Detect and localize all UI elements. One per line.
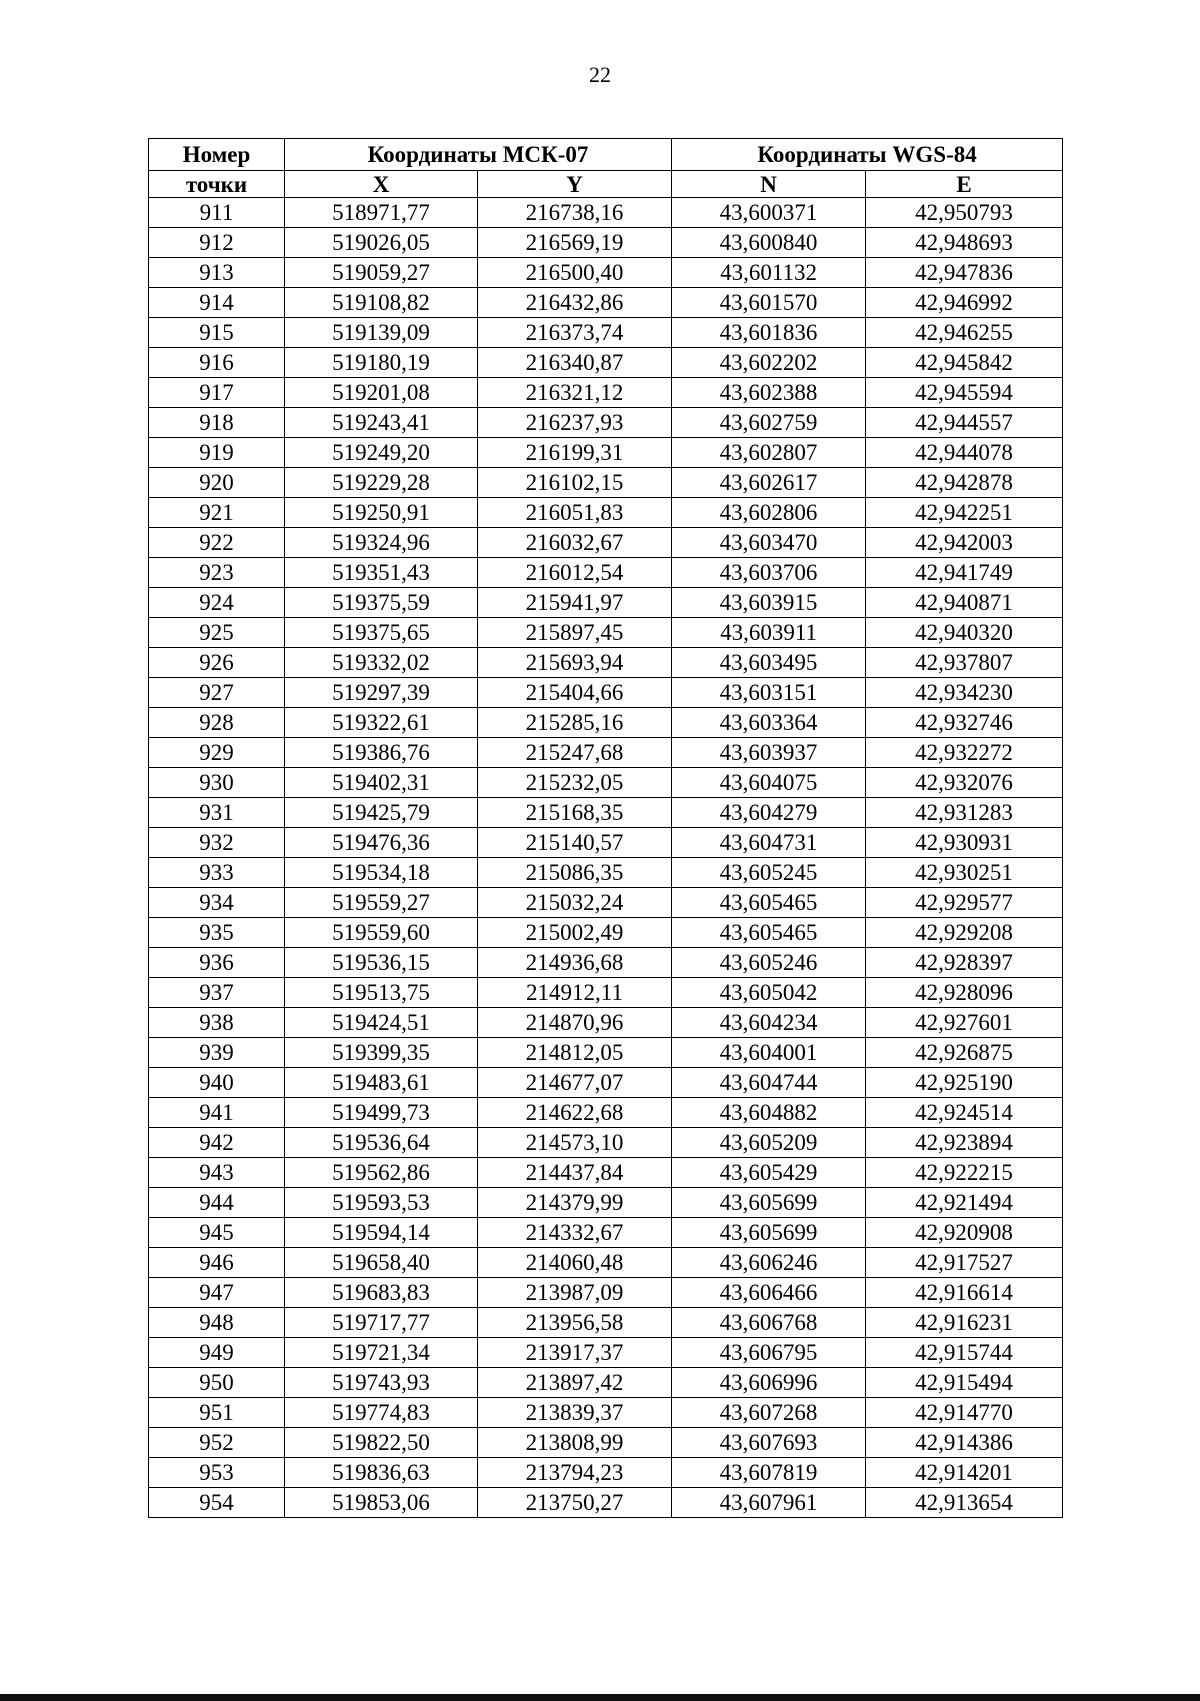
cell-point-number: 945 — [149, 1218, 285, 1248]
cell-msk-y: 215140,57 — [478, 828, 672, 858]
cell-msk-x: 519297,39 — [285, 678, 478, 708]
cell-point-number: 912 — [149, 228, 285, 258]
cell-point-number: 915 — [149, 318, 285, 348]
cell-msk-y: 214573,10 — [478, 1128, 672, 1158]
table-row — [149, 1158, 1063, 1188]
cell-point-number: 928 — [149, 708, 285, 738]
table-row — [149, 708, 1063, 738]
cell-wgs-e: 42,937807 — [866, 648, 1063, 678]
cell-msk-y: 215897,45 — [478, 618, 672, 648]
cell-msk-x: 519513,75 — [285, 978, 478, 1008]
cell-wgs-e: 42,930251 — [866, 858, 1063, 888]
cell-wgs-n: 43,600371 — [672, 198, 866, 228]
cell-wgs-n: 43,606996 — [672, 1368, 866, 1398]
cell-msk-x: 519593,53 — [285, 1188, 478, 1218]
cell-wgs-n: 43,604075 — [672, 768, 866, 798]
table-row — [149, 558, 1063, 588]
cell-wgs-e: 42,914386 — [866, 1428, 1063, 1458]
cell-point-number: 913 — [149, 258, 285, 288]
cell-msk-x: 519536,64 — [285, 1128, 478, 1158]
cell-point-number: 932 — [149, 828, 285, 858]
cell-wgs-e: 42,921494 — [866, 1188, 1063, 1218]
table-row — [149, 1218, 1063, 1248]
cell-msk-y: 214677,07 — [478, 1068, 672, 1098]
cell-wgs-e: 42,934230 — [866, 678, 1063, 708]
cell-msk-y: 213808,99 — [478, 1428, 672, 1458]
cell-msk-x: 519375,59 — [285, 588, 478, 618]
cell-wgs-n: 43,603915 — [672, 588, 866, 618]
cell-msk-y: 216432,86 — [478, 288, 672, 318]
cell-msk-y: 215002,49 — [478, 918, 672, 948]
cell-msk-y: 214870,96 — [478, 1008, 672, 1038]
cell-msk-x: 519822,50 — [285, 1428, 478, 1458]
table-row — [149, 1278, 1063, 1308]
cell-wgs-e: 42,947836 — [866, 258, 1063, 288]
cell-wgs-e: 42,948693 — [866, 228, 1063, 258]
coordinates-table — [148, 138, 1063, 1518]
cell-point-number: 936 — [149, 948, 285, 978]
cell-wgs-e: 42,917527 — [866, 1248, 1063, 1278]
cell-msk-y: 216237,93 — [478, 408, 672, 438]
cell-wgs-e: 42,925190 — [866, 1068, 1063, 1098]
cell-wgs-n: 43,604001 — [672, 1038, 866, 1068]
cell-point-number: 940 — [149, 1068, 285, 1098]
cell-msk-x: 519059,27 — [285, 258, 478, 288]
header-point-number-line1: Номер — [149, 139, 285, 171]
cell-wgs-n: 43,606246 — [672, 1248, 866, 1278]
cell-wgs-n: 43,603706 — [672, 558, 866, 588]
cell-msk-x: 519476,36 — [285, 828, 478, 858]
table-row — [149, 348, 1063, 378]
cell-wgs-e: 42,927601 — [866, 1008, 1063, 1038]
cell-msk-y: 216012,54 — [478, 558, 672, 588]
table-body — [149, 198, 1063, 1518]
header-wgs-84-group: Координаты WGS-84 — [672, 139, 1063, 171]
table-row — [149, 978, 1063, 1008]
cell-wgs-n: 43,603364 — [672, 708, 866, 738]
cell-wgs-n: 43,607268 — [672, 1398, 866, 1428]
cell-wgs-n: 43,604279 — [672, 798, 866, 828]
cell-point-number: 934 — [149, 888, 285, 918]
cell-point-number: 922 — [149, 528, 285, 558]
cell-msk-y: 215032,24 — [478, 888, 672, 918]
cell-wgs-e: 42,950793 — [866, 198, 1063, 228]
cell-wgs-e: 42,946255 — [866, 318, 1063, 348]
cell-point-number: 942 — [149, 1128, 285, 1158]
cell-msk-x: 519250,91 — [285, 498, 478, 528]
table-row — [149, 738, 1063, 768]
table-row — [149, 1248, 1063, 1278]
table-row — [149, 768, 1063, 798]
cell-msk-x: 519139,09 — [285, 318, 478, 348]
cell-wgs-n: 43,605465 — [672, 888, 866, 918]
cell-wgs-n: 43,602807 — [672, 438, 866, 468]
cell-msk-y: 216102,15 — [478, 468, 672, 498]
cell-msk-y: 216738,16 — [478, 198, 672, 228]
cell-point-number: 954 — [149, 1488, 285, 1518]
table-row — [149, 528, 1063, 558]
cell-msk-x: 519375,65 — [285, 618, 478, 648]
cell-wgs-e: 42,940320 — [866, 618, 1063, 648]
cell-wgs-e: 42,924514 — [866, 1098, 1063, 1128]
cell-wgs-e: 42,944557 — [866, 408, 1063, 438]
header-y: Y — [478, 171, 672, 198]
cell-msk-y: 216340,87 — [478, 348, 672, 378]
cell-msk-y: 213839,37 — [478, 1398, 672, 1428]
cell-msk-y: 213750,27 — [478, 1488, 672, 1518]
table-header — [149, 139, 1063, 198]
cell-wgs-e: 42,922215 — [866, 1158, 1063, 1188]
cell-point-number: 952 — [149, 1428, 285, 1458]
cell-msk-x: 519499,73 — [285, 1098, 478, 1128]
cell-msk-x: 519201,08 — [285, 378, 478, 408]
cell-wgs-n: 43,601570 — [672, 288, 866, 318]
cell-msk-x: 519559,27 — [285, 888, 478, 918]
cell-wgs-e: 42,930931 — [866, 828, 1063, 858]
cell-msk-y: 215941,97 — [478, 588, 672, 618]
table-row — [149, 1488, 1063, 1518]
cell-wgs-n: 43,602388 — [672, 378, 866, 408]
cell-wgs-e: 42,941749 — [866, 558, 1063, 588]
cell-wgs-e: 42,915494 — [866, 1368, 1063, 1398]
cell-msk-y: 213917,37 — [478, 1338, 672, 1368]
header-e: E — [866, 171, 1063, 198]
cell-wgs-e: 42,914201 — [866, 1458, 1063, 1488]
cell-wgs-n: 43,604731 — [672, 828, 866, 858]
cell-wgs-n: 43,602806 — [672, 498, 866, 528]
table-row — [149, 948, 1063, 978]
cell-point-number: 941 — [149, 1098, 285, 1128]
cell-wgs-e: 42,940871 — [866, 588, 1063, 618]
cell-wgs-n: 43,605699 — [672, 1188, 866, 1218]
cell-point-number: 933 — [149, 858, 285, 888]
cell-point-number: 923 — [149, 558, 285, 588]
cell-msk-x: 519324,96 — [285, 528, 478, 558]
cell-msk-x: 519351,43 — [285, 558, 478, 588]
cell-wgs-e: 42,916614 — [866, 1278, 1063, 1308]
cell-wgs-n: 43,604744 — [672, 1068, 866, 1098]
cell-msk-x: 519683,83 — [285, 1278, 478, 1308]
cell-wgs-e: 42,932272 — [866, 738, 1063, 768]
cell-msk-y: 215086,35 — [478, 858, 672, 888]
table-row — [149, 918, 1063, 948]
cell-wgs-n: 43,606795 — [672, 1338, 866, 1368]
cell-msk-y: 214379,99 — [478, 1188, 672, 1218]
cell-point-number: 925 — [149, 618, 285, 648]
cell-wgs-e: 42,915744 — [866, 1338, 1063, 1368]
cell-wgs-n: 43,603151 — [672, 678, 866, 708]
cell-msk-y: 216500,40 — [478, 258, 672, 288]
cell-msk-x: 519399,35 — [285, 1038, 478, 1068]
cell-wgs-n: 43,601836 — [672, 318, 866, 348]
table-row — [149, 618, 1063, 648]
cell-wgs-n: 43,603911 — [672, 618, 866, 648]
cell-point-number: 927 — [149, 678, 285, 708]
cell-msk-y: 213956,58 — [478, 1308, 672, 1338]
cell-wgs-e: 42,942003 — [866, 528, 1063, 558]
cell-wgs-e: 42,916231 — [866, 1308, 1063, 1338]
cell-msk-y: 216569,19 — [478, 228, 672, 258]
cell-point-number: 919 — [149, 438, 285, 468]
cell-wgs-n: 43,607693 — [672, 1428, 866, 1458]
cell-msk-y: 215285,16 — [478, 708, 672, 738]
cell-msk-x: 519562,86 — [285, 1158, 478, 1188]
table-row — [149, 198, 1063, 228]
cell-msk-y: 214060,48 — [478, 1248, 672, 1278]
cell-wgs-n: 43,606768 — [672, 1308, 866, 1338]
cell-point-number: 926 — [149, 648, 285, 678]
cell-msk-y: 216051,83 — [478, 498, 672, 528]
cell-wgs-e: 42,929208 — [866, 918, 1063, 948]
cell-wgs-n: 43,601132 — [672, 258, 866, 288]
cell-wgs-n: 43,605042 — [672, 978, 866, 1008]
cell-wgs-e: 42,926875 — [866, 1038, 1063, 1068]
cell-point-number: 947 — [149, 1278, 285, 1308]
table-row — [149, 678, 1063, 708]
cell-wgs-n: 43,607961 — [672, 1488, 866, 1518]
table-row — [149, 1398, 1063, 1428]
cell-msk-y: 214622,68 — [478, 1098, 672, 1128]
cell-msk-x: 519536,15 — [285, 948, 478, 978]
cell-msk-y: 214437,84 — [478, 1158, 672, 1188]
cell-wgs-e: 42,929577 — [866, 888, 1063, 918]
cell-msk-y: 216032,67 — [478, 528, 672, 558]
cell-msk-y: 216199,31 — [478, 438, 672, 468]
table-row — [149, 468, 1063, 498]
cell-wgs-e: 42,913654 — [866, 1488, 1063, 1518]
cell-wgs-n: 43,602202 — [672, 348, 866, 378]
cell-wgs-e: 42,923894 — [866, 1128, 1063, 1158]
cell-point-number: 943 — [149, 1158, 285, 1188]
cell-wgs-e: 42,945842 — [866, 348, 1063, 378]
cell-msk-x: 519836,63 — [285, 1458, 478, 1488]
table-row — [149, 408, 1063, 438]
cell-point-number: 946 — [149, 1248, 285, 1278]
cell-wgs-n: 43,603937 — [672, 738, 866, 768]
cell-msk-y: 214812,05 — [478, 1038, 672, 1068]
cell-wgs-e: 42,928397 — [866, 948, 1063, 978]
cell-point-number: 917 — [149, 378, 285, 408]
cell-wgs-e: 42,931283 — [866, 798, 1063, 828]
table-row — [149, 1008, 1063, 1038]
cell-point-number: 950 — [149, 1368, 285, 1398]
table-row — [149, 438, 1063, 468]
cell-wgs-n: 43,604234 — [672, 1008, 866, 1038]
table-row — [149, 1038, 1063, 1068]
cell-msk-y: 215247,68 — [478, 738, 672, 768]
table-row — [149, 1458, 1063, 1488]
cell-msk-x: 519322,61 — [285, 708, 478, 738]
table-row — [149, 888, 1063, 918]
table-row — [149, 588, 1063, 618]
cell-wgs-n: 43,605699 — [672, 1218, 866, 1248]
cell-msk-x: 519774,83 — [285, 1398, 478, 1428]
header-msk-07-group: Координаты МСК-07 — [285, 139, 672, 171]
cell-msk-x: 518971,77 — [285, 198, 478, 228]
cell-point-number: 931 — [149, 798, 285, 828]
cell-point-number: 939 — [149, 1038, 285, 1068]
cell-msk-x: 519717,77 — [285, 1308, 478, 1338]
table-row — [149, 1128, 1063, 1158]
cell-msk-x: 519026,05 — [285, 228, 478, 258]
cell-msk-x: 519424,51 — [285, 1008, 478, 1038]
cell-point-number: 949 — [149, 1338, 285, 1368]
cell-wgs-e: 42,945594 — [866, 378, 1063, 408]
cell-msk-y: 216321,12 — [478, 378, 672, 408]
cell-wgs-e: 42,928096 — [866, 978, 1063, 1008]
cell-msk-y: 215168,35 — [478, 798, 672, 828]
table-row — [149, 1308, 1063, 1338]
cell-msk-y: 213794,23 — [478, 1458, 672, 1488]
cell-msk-x: 519853,06 — [285, 1488, 478, 1518]
cell-wgs-e: 42,914770 — [866, 1398, 1063, 1428]
table-row — [149, 228, 1063, 258]
cell-msk-x: 519180,19 — [285, 348, 478, 378]
cell-wgs-e: 42,932076 — [866, 768, 1063, 798]
cell-point-number: 920 — [149, 468, 285, 498]
cell-msk-y: 214936,68 — [478, 948, 672, 978]
cell-msk-y: 213987,09 — [478, 1278, 672, 1308]
cell-point-number: 948 — [149, 1308, 285, 1338]
cell-msk-x: 519594,14 — [285, 1218, 478, 1248]
scan-edge-bar — [0, 1694, 1200, 1701]
cell-msk-x: 519483,61 — [285, 1068, 478, 1098]
cell-msk-x: 519386,76 — [285, 738, 478, 768]
cell-msk-x: 519658,40 — [285, 1248, 478, 1278]
cell-point-number: 921 — [149, 498, 285, 528]
header-point-number-line2: точки — [149, 171, 285, 198]
table-row — [149, 648, 1063, 678]
table-row — [149, 258, 1063, 288]
cell-msk-y: 213897,42 — [478, 1368, 672, 1398]
cell-point-number: 918 — [149, 408, 285, 438]
table-row — [149, 1368, 1063, 1398]
cell-msk-x: 519229,28 — [285, 468, 478, 498]
cell-wgs-n: 43,600840 — [672, 228, 866, 258]
cell-msk-x: 519108,82 — [285, 288, 478, 318]
cell-wgs-n: 43,602617 — [672, 468, 866, 498]
cell-msk-x: 519402,31 — [285, 768, 478, 798]
header-n: N — [672, 171, 866, 198]
table-row — [149, 318, 1063, 348]
table-row — [149, 1068, 1063, 1098]
cell-msk-x: 519534,18 — [285, 858, 478, 888]
cell-point-number: 911 — [149, 198, 285, 228]
cell-wgs-n: 43,607819 — [672, 1458, 866, 1488]
cell-wgs-n: 43,605246 — [672, 948, 866, 978]
cell-msk-y: 215404,66 — [478, 678, 672, 708]
cell-wgs-n: 43,604882 — [672, 1098, 866, 1128]
cell-wgs-e: 42,942878 — [866, 468, 1063, 498]
cell-point-number: 924 — [149, 588, 285, 618]
cell-wgs-n: 43,603495 — [672, 648, 866, 678]
cell-msk-y: 214912,11 — [478, 978, 672, 1008]
cell-msk-x: 519743,93 — [285, 1368, 478, 1398]
cell-msk-x: 519559,60 — [285, 918, 478, 948]
cell-point-number: 914 — [149, 288, 285, 318]
cell-msk-y: 214332,67 — [478, 1218, 672, 1248]
cell-wgs-e: 42,946992 — [866, 288, 1063, 318]
cell-point-number: 937 — [149, 978, 285, 1008]
cell-msk-x: 519249,20 — [285, 438, 478, 468]
cell-wgs-n: 43,605245 — [672, 858, 866, 888]
table-row — [149, 498, 1063, 528]
table-row — [149, 798, 1063, 828]
cell-point-number: 935 — [149, 918, 285, 948]
cell-msk-x: 519721,34 — [285, 1338, 478, 1368]
cell-wgs-n: 43,605209 — [672, 1128, 866, 1158]
page-number: 22 — [589, 62, 611, 87]
cell-msk-y: 216373,74 — [478, 318, 672, 348]
cell-msk-y: 215693,94 — [478, 648, 672, 678]
table-row — [149, 1338, 1063, 1368]
cell-msk-x: 519425,79 — [285, 798, 478, 828]
cell-wgs-e: 42,944078 — [866, 438, 1063, 468]
table-row — [149, 1188, 1063, 1218]
cell-point-number: 951 — [149, 1398, 285, 1428]
cell-wgs-n: 43,605465 — [672, 918, 866, 948]
cell-msk-x: 519332,02 — [285, 648, 478, 678]
table-row — [149, 288, 1063, 318]
cell-wgs-n: 43,606466 — [672, 1278, 866, 1308]
cell-wgs-e: 42,942251 — [866, 498, 1063, 528]
cell-wgs-n: 43,602759 — [672, 408, 866, 438]
cell-wgs-e: 42,920908 — [866, 1218, 1063, 1248]
cell-point-number: 944 — [149, 1188, 285, 1218]
cell-wgs-n: 43,603470 — [672, 528, 866, 558]
header-x: X — [285, 171, 478, 198]
cell-wgs-e: 42,932746 — [866, 708, 1063, 738]
cell-point-number: 953 — [149, 1458, 285, 1488]
cell-point-number: 916 — [149, 348, 285, 378]
cell-point-number: 929 — [149, 738, 285, 768]
cell-point-number: 930 — [149, 768, 285, 798]
table-row — [149, 1428, 1063, 1458]
table-row — [149, 828, 1063, 858]
cell-wgs-n: 43,605429 — [672, 1158, 866, 1188]
cell-point-number: 938 — [149, 1008, 285, 1038]
table-row — [149, 858, 1063, 888]
table-row — [149, 378, 1063, 408]
cell-msk-y: 215232,05 — [478, 768, 672, 798]
table-row — [149, 1098, 1063, 1128]
cell-msk-x: 519243,41 — [285, 408, 478, 438]
